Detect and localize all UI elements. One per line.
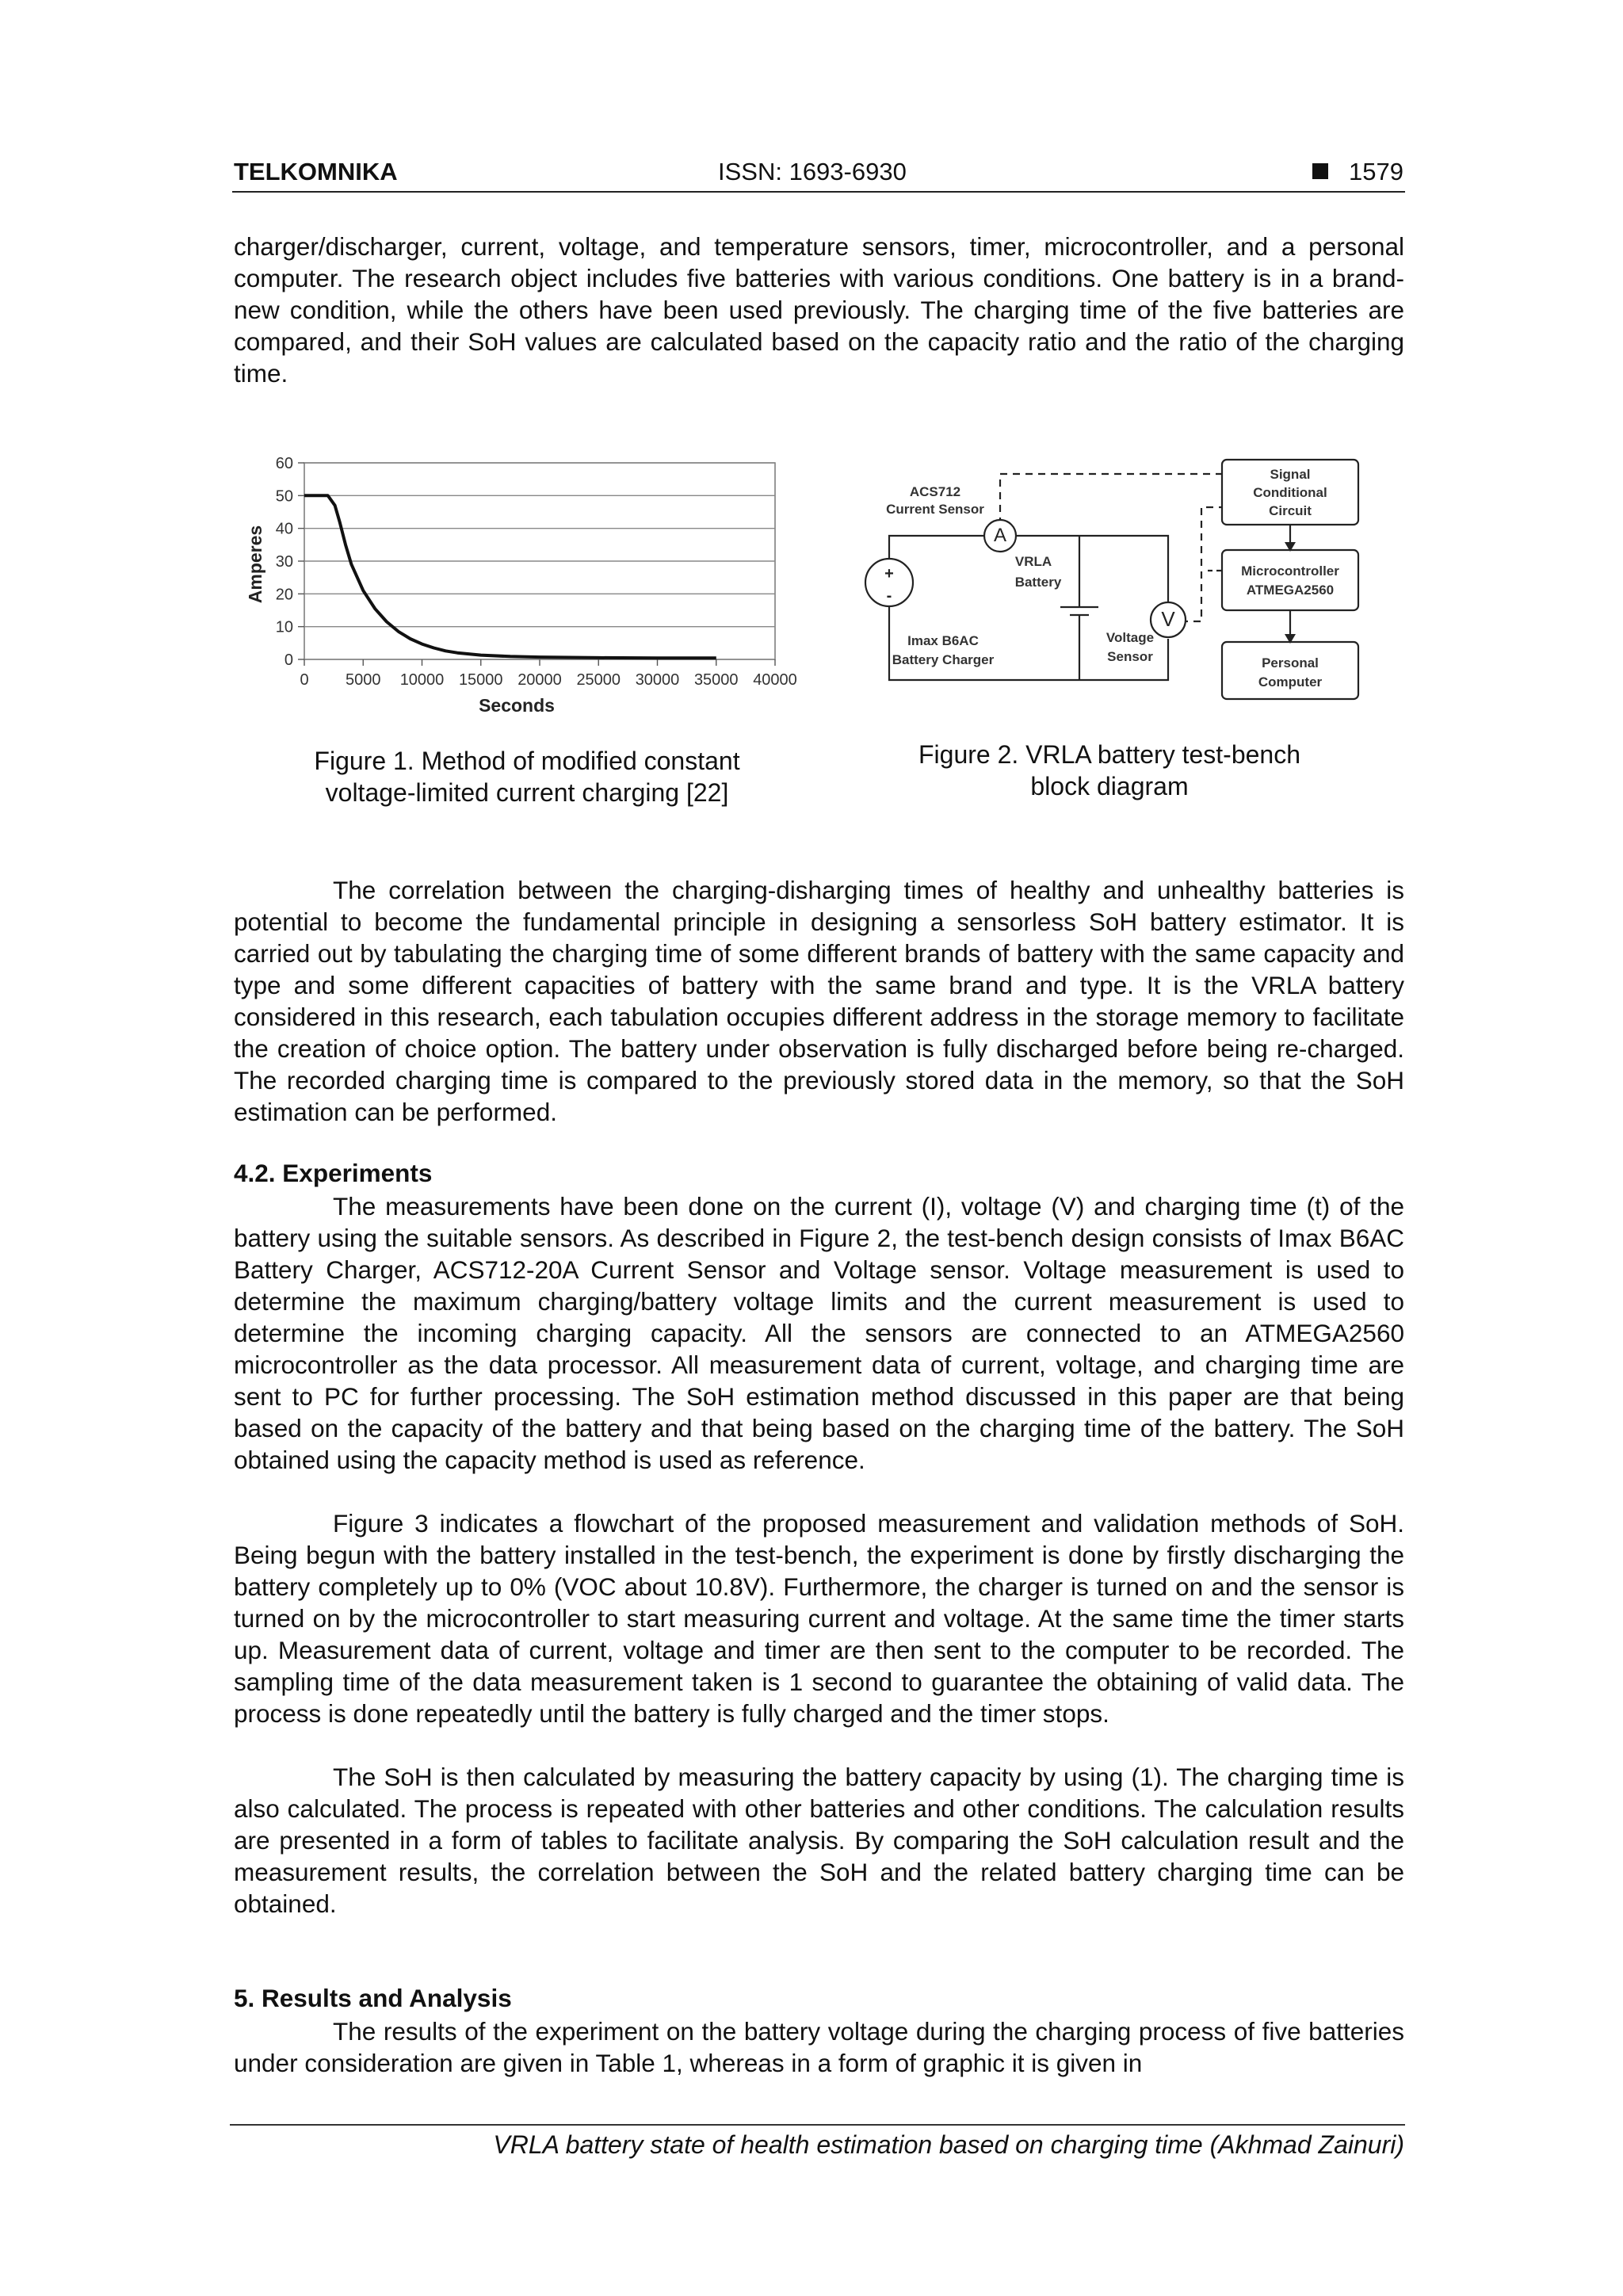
page-header [232, 156, 1405, 193]
voltage-sensor-label-2: Sensor [1107, 649, 1153, 664]
square-bullet-icon [1312, 163, 1328, 179]
issn: ISSN: 1693-6930 [718, 158, 907, 185]
micro-label-1: Microcontroller [1241, 563, 1339, 579]
signal-label-3: Circuit [1269, 503, 1312, 518]
voltmeter-label: V [1161, 607, 1175, 631]
chart-ytick-label: 0 [284, 651, 293, 669]
section-5-heading: 5. Results and Analysis [234, 1984, 512, 2012]
source-minus: - [886, 587, 892, 605]
pc-label-1: Personal [1262, 655, 1319, 670]
chart-ytick-label: 50 [275, 487, 293, 506]
battery-label-2: Battery [1014, 575, 1062, 590]
chart-xtick-label: 5000 [346, 671, 381, 689]
charging-current-line [304, 495, 716, 658]
voltage-sensor-label-1: Voltage [1106, 630, 1155, 645]
chart-xtick-label: 0 [300, 671, 309, 689]
chart-grid [304, 463, 775, 659]
page-number: 1579 [1349, 158, 1403, 185]
charger-label-1: Imax B6AC [907, 633, 979, 648]
micro-label-2: ATMEGA2560 [1246, 583, 1335, 598]
ammeter-label: A [993, 525, 1007, 546]
wire-top-right [1010, 536, 1168, 602]
pc-label-2: Computer [1258, 674, 1323, 690]
chart-xtick-label: 25000 [576, 671, 621, 689]
chart-xtick-label: 15000 [458, 671, 503, 689]
chart-ytick-label: 20 [275, 586, 293, 604]
battery-label-1: VRLA [1014, 554, 1052, 569]
footer-rule [230, 2124, 1405, 2126]
source-plus: + [884, 565, 894, 583]
figure-2-caption [872, 739, 1347, 802]
chart-xlabel: Seconds [479, 695, 555, 716]
chart-ytick-label: 10 [275, 618, 293, 636]
correlation-paragraph: The correlation between the charging-disharging times of healthy and unhealthy batteries is potential to become the fundamental principle in designing a sensorless SoH battery estimator. It is carried out by tabulating the charging time of some different brands of battery with the same capacity and type and some different capacities of battery with the same brand and type. It is the VRLA battery considered in this research, each tabulation occupies different address in the storage memory to facilitate the creation of choice option. The battery under observation is fully discharged before being re-charged. The recorded charging time is compared to the previously stored data in the memory, so that the SoH estimation can be performed. [234, 876, 1404, 1126]
section-4-2-paragraph-3: The SoH is then calculated by measuring the battery capacity by using (1). The charging time is also calculated. The process is repeated with other batteries and other conditions. The calculation results are presented in a form of tables to facilitate analysis. By comparing the SoH calculation result and the measurement results, the correlation between the SoH and the related battery charging time can be obtained. [234, 1763, 1404, 1918]
chart-ytick-label: 30 [275, 553, 293, 571]
section-5-paragraph-1: The results of the experiment on the battery voltage during the charging process of five batteries under consideration are given in Table 1, whereas in a form of graphic it is given in [234, 2017, 1404, 2077]
microcontroller-box [1222, 550, 1358, 610]
chart-xtick-label: 20000 [517, 671, 562, 689]
section-4-2-paragraph-2: Figure 3 indicates a flowchart of the proposed measurement and validation methods of SoH. Being begun with the battery installed in the test-bench, the experiment is done by firstly discharging the battery completely up to 0% (VOC about 10.8V). Furthermore, the charger is turned on and the sensor is turned on by the microcontroller to start measuring current and voltage. At the same time the timer starts up. Measurement data of current, voltage and timer are then sent to the computer to be recorded. The sampling time of the data measurement taken is 1 second to guarantee the obtaining of valid data. The process is done repeatedly until the battery is fully charged and the timer stops. [234, 1509, 1404, 1728]
current-sensor-label-1: ACS712 [909, 484, 961, 499]
page-number-container [1312, 158, 1403, 186]
section-4-2-heading: 4.2. Experiments [234, 1159, 433, 1187]
chart-xtick-label: 10000 [399, 671, 445, 689]
current-sensor-label-2: Current Sensor [886, 502, 984, 517]
figure-2-caption-line-1: Figure 2. VRLA battery test-bench [918, 740, 1301, 769]
signal-label-1: Signal [1270, 467, 1311, 482]
figure-1-caption-line-1: Figure 1. Method of modified constant [314, 747, 740, 775]
personal-computer-box [1222, 642, 1358, 699]
journal-name: TELKOMNIKA [234, 158, 398, 185]
chart-ylabel: Amperes [245, 525, 265, 604]
figure-1-chart [238, 445, 808, 731]
chart-xtick-label: 30000 [635, 671, 680, 689]
figure-1-caption [238, 745, 816, 808]
intro-paragraph: charger/discharger, current, voltage, and temperature sensors, timer, microcontroller, and a personal computer. The research object includes five batteries with various conditions. One battery is in a brand-new condition, while the others have been used previously. The charging time of the five batteries are compared, and their SoH values are calculated based on the capacity ratio and the ratio of the charging time. [234, 232, 1404, 388]
chart-ytick-label: 60 [275, 455, 293, 472]
page-footer: VRLA battery state of health estimation based on charging time (Akhmad Zainuri) [493, 2130, 1404, 2159]
chart-xtick-label: 35000 [693, 671, 739, 689]
dashed-current-signal [1000, 474, 1222, 525]
figure-2-block-diagram [856, 452, 1379, 721]
chart-ytick-label: 40 [275, 520, 293, 538]
chart-xtick-label: 40000 [753, 671, 797, 689]
charger-label-2: Battery Charger [892, 652, 995, 667]
figure-1-caption-line-2: voltage-limited current charging [22] [325, 778, 729, 807]
signal-label-2: Conditional [1253, 485, 1327, 500]
section-4-2-paragraph-1: The measurements have been done on the current (I), voltage (V) and charging time (t) of the battery using the suitable sensors. As described in Figure 2, the test-bench design consists of Imax B6AC Battery Charger, ACS712-20A Current Sensor and Voltage sensor. Voltage measurement is used to determine the maximum charging/battery voltage limits and the current measurement is used to determine the incoming charging capacity. All the sensors are connected to an ATMEGA2560 microcontroller as the data processor. All measurement data of current, voltage, and charging time are sent to PC for further processing. The SoH estimation method discussed in this paper are that being based on the capacity of the battery and that being based on the charging time of the battery. The SoH obtained using the capacity method is used as reference. [234, 1192, 1404, 1474]
figure-2-caption-line-2: block diagram [1030, 772, 1189, 800]
